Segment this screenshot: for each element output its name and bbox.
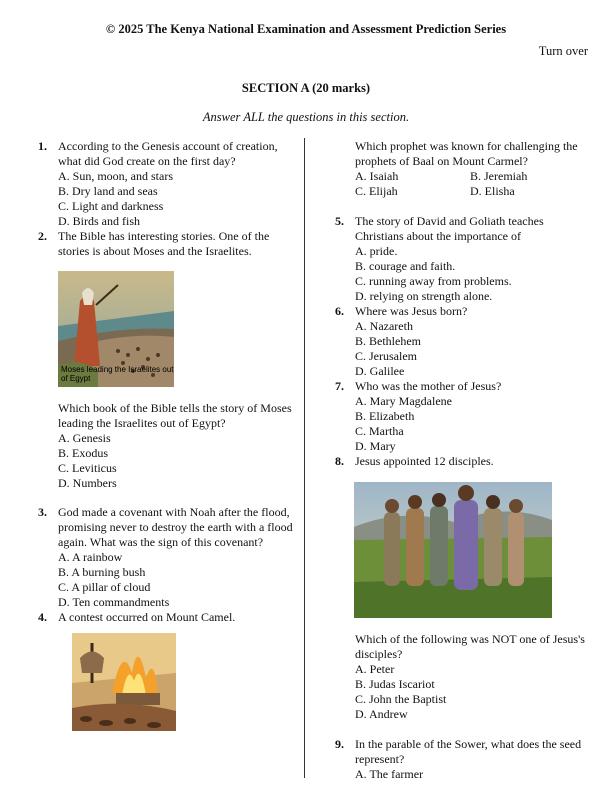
disciples-illustration [354, 482, 585, 618]
section-instructions: Answer ALL the questions in this section. [202, 110, 410, 124]
question-number: 7. [335, 379, 344, 393]
option: B. Jeremiah [470, 169, 528, 183]
option: A. The farmer [355, 767, 424, 781]
question-number: 3. [38, 505, 47, 519]
option: A. Isaiah [355, 169, 399, 183]
question-number: 9. [335, 737, 344, 751]
option: B. Bethlehem [355, 334, 421, 348]
question-text: The story of David and Goliath teaches Christians about the importance of [355, 214, 544, 243]
question-intro: A contest occurred on Mount Camel. [58, 610, 236, 624]
option: B. Exodus [58, 446, 109, 460]
option: D. Andrew [355, 707, 408, 721]
option: D. Birds and fish [58, 214, 140, 228]
question-number: 5. [335, 214, 344, 228]
option: C. Martha [355, 424, 404, 438]
option: A. pride. [355, 244, 398, 258]
question-text: Where was Jesus born? [355, 304, 468, 318]
option: D. Mary [355, 439, 396, 453]
option: B. Judas Iscariot [355, 677, 435, 691]
option: D. relying on strength alone. [355, 289, 493, 303]
question-3 [38, 505, 294, 610]
moses-illustration [58, 271, 174, 387]
option: A. Nazareth [355, 319, 413, 333]
option: D. Elisha [470, 184, 515, 198]
question-text: Who was the mother of Jesus? [355, 379, 502, 393]
option: B. Elizabeth [355, 409, 415, 423]
question-text: Which prophet was known for challenging the prophets of Baal on Mount Carmel? [355, 139, 578, 168]
question-4 [335, 139, 585, 199]
options-grid [355, 169, 585, 199]
option: B. A burning bush [58, 565, 146, 579]
question-text: According to the Genesis account of creation, what did God create on the first day? [58, 139, 278, 168]
option: A. Peter [355, 662, 395, 676]
option: A. Sun, moon, and stars [58, 169, 173, 183]
right-column [335, 139, 585, 782]
question-9 [335, 737, 585, 782]
question-number: 4. [38, 610, 47, 624]
question-text: Which of the following was NOT one of Jesus's disciples? [355, 632, 585, 661]
mount-carmel-illustration [72, 633, 294, 731]
option: C. Light and darkness [58, 199, 164, 213]
question-7 [335, 379, 585, 454]
question-6 [335, 304, 585, 379]
option: D. Ten commandments [58, 595, 170, 609]
exam-series-header: © 2025 The Kenya National Examination and Assessment Prediction Series [105, 22, 507, 36]
option: A. Mary Magdalene [355, 394, 452, 408]
option: C. Jerusalem [355, 349, 417, 363]
option: C. A pillar of cloud [58, 580, 151, 594]
option: C. running away from problems. [355, 274, 512, 288]
question-text: In the parable of the Sower, what does the seed represent? [355, 737, 582, 766]
option: B. courage and faith. [355, 259, 456, 273]
option: C. John the Baptist [355, 692, 447, 706]
column-divider [304, 138, 305, 778]
question-1 [38, 139, 294, 229]
image-caption: Moses leading the Israelites out of Egypt [61, 365, 174, 383]
question-intro: Jesus appointed 12 disciples. [355, 454, 494, 468]
question-4-intro [38, 610, 294, 731]
option: C. Elijah [355, 184, 398, 198]
option: A. Genesis [58, 431, 111, 445]
option: B. Dry land and seas [58, 184, 158, 198]
question-5 [335, 214, 585, 304]
question-number: 2. [38, 229, 47, 243]
question-intro: The Bible has interesting stories. One of the stories is about Moses and the Israelites. [58, 229, 270, 258]
question-2 [38, 229, 294, 491]
question-number: 1. [38, 139, 47, 153]
question-number: 6. [335, 304, 344, 318]
left-column [38, 139, 294, 743]
turn-over-note: Turn over [538, 44, 588, 58]
option: C. Leviticus [58, 461, 117, 475]
option: A. A rainbow [58, 550, 123, 564]
section-title: SECTION A (20 marks) [241, 81, 371, 95]
option: D. Numbers [58, 476, 117, 490]
option: D. Galilee [355, 364, 405, 378]
question-text: God made a covenant with Noah after the flood, promising never to destroy the earth with a flood again. What was the sign of this covenant? [58, 505, 293, 549]
question-number: 8. [335, 454, 344, 468]
question-8 [335, 454, 585, 722]
question-text: Which book of the Bible tells the story of Moses leading the Israelites out of Egypt? [58, 401, 292, 430]
